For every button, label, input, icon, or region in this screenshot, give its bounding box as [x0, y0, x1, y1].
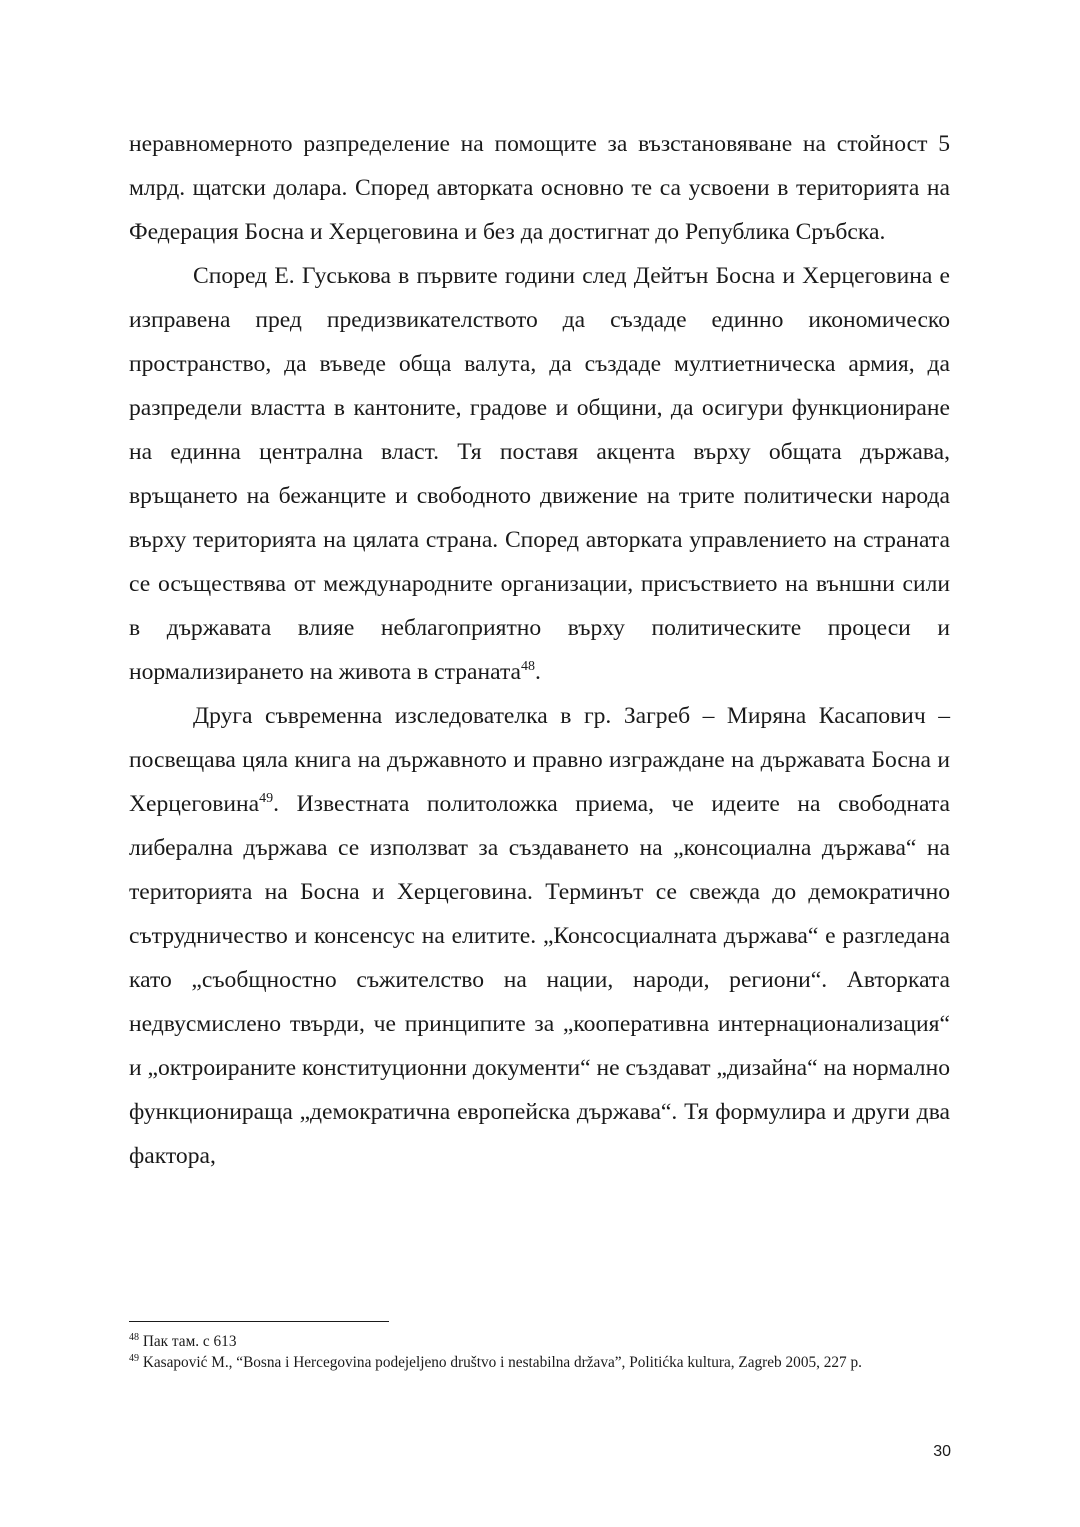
footnote-ref-49[interactable]: 49	[259, 791, 274, 807]
footnote-ref-48[interactable]: 48	[521, 659, 536, 675]
paragraph-2	[129, 254, 950, 694]
footnote-text: Kasapović M., “Bosna i Hercegovina podejeljeno društvo i nestabilna država”, Politićka kultura, Zagreb 2005, 227 р.	[142, 1354, 863, 1371]
paragraph-1	[129, 122, 950, 254]
footnote-number: 48	[129, 1331, 139, 1343]
footnote-49	[129, 1352, 952, 1373]
body-text	[129, 122, 950, 1178]
footnote-separator	[129, 1321, 389, 1322]
page-number: 30	[933, 1443, 951, 1460]
paragraph-2-text: Според Е. Гуськова в първите години след Дейтън Босна и Херцеговина е изправена пред предизвикателството да създаде единно икономическо пространство, да въведе обща валута, да създаде мултиетническа армия, да разпредели властта в кантоните, градове и общини, да осигури функциониране на единна централна власт. Тя поставя акцента върху общата държава, връщането на бежанците и свободното движение на трите политически народа върху територията на цялата страна. Според авторката управлението на страната се осъществява от международните организации, присъствието на външни сили в държавата влияе неблагоприятно върху политическите процеси и нормализирането на живота в страната	[129, 263, 950, 685]
paragraph-1-text: неравномерното разпределение на помощите за възстановяване на стойност 5 млрд. щатски долара. Според авторката основно те са усвоени в територията на Федерация Босна и Херцеговина и без да достигнат до Република Сръбска.	[129, 131, 950, 245]
paragraph-3-tail: . Известната политоложка приема, че идеите на свободната либерална държава се използват за създаването на „консоциална държава“ на територията на Босна и Херцеговина. Терминът се свежда до демократично сътрудничество и консенсус на елитите. „Консосциалната държава“ е разгледана като „съобщностно съжителство на нации, народи, региони“. Авторката недвусмислено твърди, че принципите за „кооперативна интернационализация“ и „октроираните конституционни документи“ не създават „дизайна“ на нормално функционираща „демократична европейска държава“. Тя формулира и други два фактора,	[129, 791, 950, 1169]
paragraph-2-tail: .	[535, 659, 541, 685]
paragraph-3	[129, 694, 950, 1178]
paragraph-3-text: Друга съвременна изследователка в гр. Загреб – Миряна Касапович – посвещава цяла книга на държавното и правно изграждане на държавата Босна и Херцеговина	[129, 703, 950, 817]
footnote-number: 49	[129, 1352, 139, 1364]
footnote-48	[129, 1331, 952, 1352]
footnotes	[129, 1331, 952, 1373]
footnote-text: Пак там. с 613	[142, 1333, 237, 1350]
